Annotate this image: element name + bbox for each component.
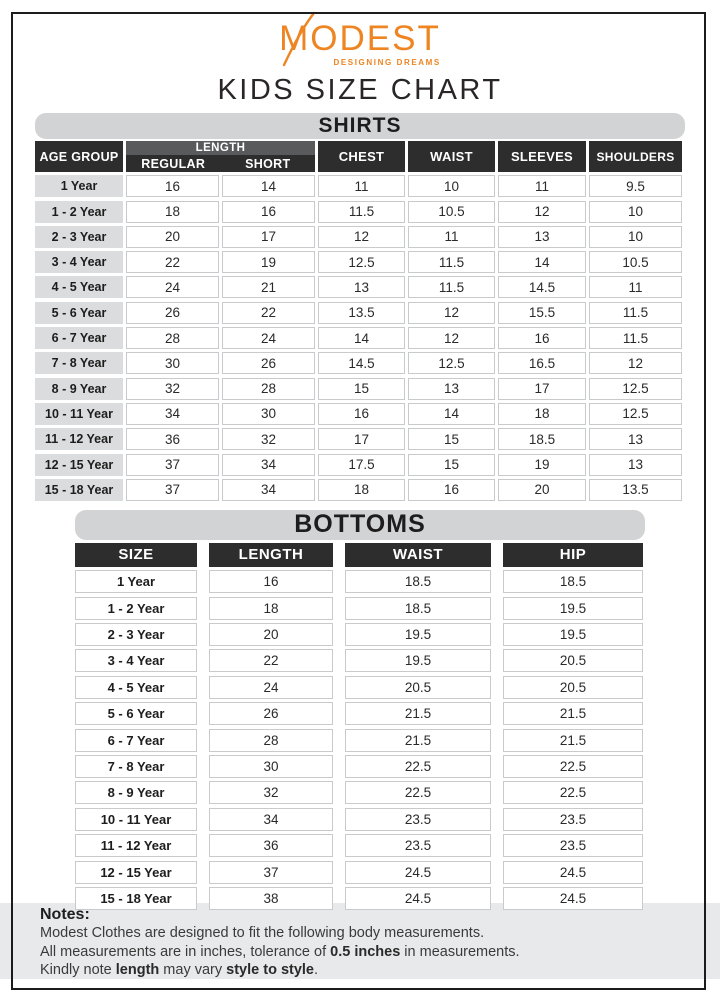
bottoms-length-cell: 38 bbox=[209, 887, 333, 910]
shirts-chest-cell: 15 bbox=[318, 378, 405, 400]
shirts-shoulders-cell: 9.5 bbox=[589, 175, 682, 197]
shirts-sleeves-cell: 16.5 bbox=[498, 352, 586, 374]
bottoms-hip-cell: 20.5 bbox=[503, 649, 643, 672]
shirts-chest-cell: 16 bbox=[318, 403, 405, 425]
bottoms-table-row bbox=[75, 702, 645, 725]
bottoms-waist-cell: 20.5 bbox=[345, 676, 491, 699]
shirts-age-cell: 2 - 3 Year bbox=[35, 226, 123, 248]
bottoms-size-cell: 8 - 9 Year bbox=[75, 781, 197, 804]
shirts-chest-cell: 14 bbox=[318, 327, 405, 349]
shirts-regular-cell: 34 bbox=[126, 403, 219, 425]
shirts-short-cell: 30 bbox=[222, 403, 315, 425]
bottoms-length-cell: 30 bbox=[209, 755, 333, 778]
bottoms-table-header bbox=[75, 543, 645, 567]
bottoms-table-row bbox=[75, 570, 645, 593]
bottoms-table-row bbox=[75, 649, 645, 672]
shirts-waist-cell: 12 bbox=[408, 327, 495, 349]
shirts-section-header: SHIRTS bbox=[35, 113, 685, 139]
shirts-sleeves-cell: 18 bbox=[498, 403, 586, 425]
shirts-sleeves-cell: 18.5 bbox=[498, 428, 586, 450]
bottoms-waist-cell: 21.5 bbox=[345, 702, 491, 725]
bottoms-length-cell: 36 bbox=[209, 834, 333, 857]
shirts-age-cell: 7 - 8 Year bbox=[35, 352, 123, 374]
shirts-chest-cell: 13 bbox=[318, 276, 405, 298]
shirts-short-cell: 24 bbox=[222, 327, 315, 349]
bottoms-section-header: BOTTOMS bbox=[75, 510, 645, 540]
shirts-waist-cell: 16 bbox=[408, 479, 495, 501]
notes-line-3: Kindly note length may vary style to style. bbox=[40, 962, 319, 978]
bottoms-waist-cell: 19.5 bbox=[345, 649, 491, 672]
shirts-age-cell: 12 - 15 Year bbox=[35, 454, 123, 476]
shirts-age-cell: 11 - 12 Year bbox=[35, 428, 123, 450]
shirts-shoulders-cell: 12.5 bbox=[589, 403, 682, 425]
shirts-header-short: SHORT bbox=[245, 156, 291, 171]
shirts-age-cell: 1 Year bbox=[35, 175, 123, 197]
shirts-waist-cell: 12.5 bbox=[408, 352, 495, 374]
page-title: KIDS SIZE CHART bbox=[217, 74, 503, 106]
bottoms-header-waist: WAIST bbox=[345, 543, 491, 567]
shirts-waist-cell: 13 bbox=[408, 378, 495, 400]
notes-title: Notes: bbox=[40, 906, 90, 923]
shirts-waist-cell: 10.5 bbox=[408, 201, 495, 223]
bottoms-length-cell: 26 bbox=[209, 702, 333, 725]
bottoms-table-row bbox=[75, 676, 645, 699]
shirts-sleeves-cell: 19 bbox=[498, 454, 586, 476]
shirts-sleeves-cell: 17 bbox=[498, 378, 586, 400]
shirts-sleeves-cell: 15.5 bbox=[498, 302, 586, 324]
shirts-table-row bbox=[35, 378, 685, 400]
bottoms-length-cell: 16 bbox=[209, 570, 333, 593]
bottoms-hip-cell: 22.5 bbox=[503, 755, 643, 778]
shirts-shoulders-cell: 10 bbox=[589, 226, 682, 248]
shirts-table-row bbox=[35, 403, 685, 425]
shirts-table-row bbox=[35, 226, 685, 248]
shirts-header-age-group: AGE GROUP bbox=[35, 141, 123, 172]
bottoms-waist-cell: 23.5 bbox=[345, 808, 491, 831]
shirts-chest-cell: 18 bbox=[318, 479, 405, 501]
shirts-table-body bbox=[35, 175, 685, 501]
shirts-short-cell: 26 bbox=[222, 352, 315, 374]
shirts-table-row bbox=[35, 276, 685, 298]
shirts-chest-cell: 14.5 bbox=[318, 352, 405, 374]
shirts-header-length-group bbox=[126, 141, 315, 172]
shirts-table bbox=[35, 141, 685, 501]
shirts-header-regular: REGULAR bbox=[141, 156, 206, 171]
bottoms-header-length: LENGTH bbox=[209, 543, 333, 567]
shirts-regular-cell: 36 bbox=[126, 428, 219, 450]
shirts-age-cell: 15 - 18 Year bbox=[35, 479, 123, 501]
bottoms-hip-cell: 19.5 bbox=[503, 623, 643, 646]
shirts-waist-cell: 14 bbox=[408, 403, 495, 425]
bottoms-length-cell: 20 bbox=[209, 623, 333, 646]
bottoms-size-cell: 3 - 4 Year bbox=[75, 649, 197, 672]
brand-tagline: DESIGNING DREAMS bbox=[333, 58, 441, 67]
bottoms-hip-cell: 23.5 bbox=[503, 808, 643, 831]
shirts-age-cell: 8 - 9 Year bbox=[35, 378, 123, 400]
shirts-table-row bbox=[35, 454, 685, 476]
bottoms-hip-cell: 24.5 bbox=[503, 887, 643, 910]
bottoms-size-cell: 11 - 12 Year bbox=[75, 834, 197, 857]
bottoms-table-body bbox=[75, 570, 645, 910]
bottoms-length-cell: 18 bbox=[209, 597, 333, 620]
shirts-regular-cell: 28 bbox=[126, 327, 219, 349]
bottoms-waist-cell: 22.5 bbox=[345, 781, 491, 804]
shirts-chest-cell: 11 bbox=[318, 175, 405, 197]
shirts-age-cell: 6 - 7 Year bbox=[35, 327, 123, 349]
bottoms-size-cell: 1 Year bbox=[75, 570, 197, 593]
bottoms-waist-cell: 24.5 bbox=[345, 887, 491, 910]
bottoms-waist-cell: 22.5 bbox=[345, 755, 491, 778]
bottoms-size-cell: 2 - 3 Year bbox=[75, 623, 197, 646]
shirts-shoulders-cell: 11.5 bbox=[589, 302, 682, 324]
shirts-table-row bbox=[35, 428, 685, 450]
bottoms-length-cell: 28 bbox=[209, 729, 333, 752]
shirts-regular-cell: 18 bbox=[126, 201, 219, 223]
shirts-header-sleeves: SLEEVES bbox=[498, 141, 586, 172]
logo-m-slash-icon bbox=[274, 11, 322, 69]
shirts-table-row bbox=[35, 201, 685, 223]
shirts-waist-cell: 11.5 bbox=[408, 276, 495, 298]
bottoms-table-row bbox=[75, 597, 645, 620]
shirts-header-shoulders: SHOULDERS bbox=[589, 141, 682, 172]
bottoms-hip-cell: 21.5 bbox=[503, 729, 643, 752]
brand-name: MODEST bbox=[279, 19, 441, 58]
shirts-sleeves-cell: 11 bbox=[498, 175, 586, 197]
shirts-header-length: LENGTH bbox=[126, 141, 315, 155]
shirts-short-cell: 32 bbox=[222, 428, 315, 450]
shirts-age-cell: 5 - 6 Year bbox=[35, 302, 123, 324]
shirts-short-cell: 19 bbox=[222, 251, 315, 273]
shirts-chest-cell: 12 bbox=[318, 226, 405, 248]
shirts-sleeves-cell: 16 bbox=[498, 327, 586, 349]
shirts-table-header bbox=[35, 141, 685, 172]
brand-logo bbox=[0, 0, 720, 70]
shirts-table-row bbox=[35, 175, 685, 197]
bottoms-table-row bbox=[75, 808, 645, 831]
shirts-sleeves-cell: 14 bbox=[498, 251, 586, 273]
shirts-regular-cell: 20 bbox=[126, 226, 219, 248]
shirts-sleeves-cell: 13 bbox=[498, 226, 586, 248]
shirts-regular-cell: 37 bbox=[126, 479, 219, 501]
shirts-table-row bbox=[35, 327, 685, 349]
bottoms-hip-cell: 19.5 bbox=[503, 597, 643, 620]
shirts-waist-cell: 15 bbox=[408, 428, 495, 450]
bottoms-table bbox=[75, 543, 645, 910]
bottoms-hip-cell: 24.5 bbox=[503, 861, 643, 884]
bottoms-hip-cell: 18.5 bbox=[503, 570, 643, 593]
shirts-regular-cell: 16 bbox=[126, 175, 219, 197]
shirts-shoulders-cell: 11 bbox=[589, 276, 682, 298]
shirts-chest-cell: 13.5 bbox=[318, 302, 405, 324]
shirts-waist-cell: 10 bbox=[408, 175, 495, 197]
bottoms-length-cell: 22 bbox=[209, 649, 333, 672]
shirts-short-cell: 17 bbox=[222, 226, 315, 248]
bottoms-table-row bbox=[75, 834, 645, 857]
shirts-shoulders-cell: 13 bbox=[589, 454, 682, 476]
bottoms-length-cell: 24 bbox=[209, 676, 333, 699]
shirts-header-waist: WAIST bbox=[408, 141, 495, 172]
bottoms-waist-cell: 21.5 bbox=[345, 729, 491, 752]
shirts-sleeves-cell: 12 bbox=[498, 201, 586, 223]
shirts-short-cell: 14 bbox=[222, 175, 315, 197]
shirts-waist-cell: 11.5 bbox=[408, 251, 495, 273]
shirts-waist-cell: 12 bbox=[408, 302, 495, 324]
bottoms-waist-cell: 19.5 bbox=[345, 623, 491, 646]
shirts-short-cell: 28 bbox=[222, 378, 315, 400]
shirts-chest-cell: 17.5 bbox=[318, 454, 405, 476]
bottoms-size-cell: 7 - 8 Year bbox=[75, 755, 197, 778]
shirts-shoulders-cell: 10 bbox=[589, 201, 682, 223]
bottoms-size-cell: 6 - 7 Year bbox=[75, 729, 197, 752]
shirts-short-cell: 16 bbox=[222, 201, 315, 223]
bottoms-size-cell: 5 - 6 Year bbox=[75, 702, 197, 725]
shirts-shoulders-cell: 13.5 bbox=[589, 479, 682, 501]
bottoms-waist-cell: 18.5 bbox=[345, 570, 491, 593]
shirts-short-cell: 34 bbox=[222, 479, 315, 501]
shirts-regular-cell: 32 bbox=[126, 378, 219, 400]
shirts-sleeves-cell: 14.5 bbox=[498, 276, 586, 298]
shirts-regular-cell: 26 bbox=[126, 302, 219, 324]
shirts-short-cell: 34 bbox=[222, 454, 315, 476]
shirts-regular-cell: 30 bbox=[126, 352, 219, 374]
bottoms-table-row bbox=[75, 623, 645, 646]
shirts-regular-cell: 37 bbox=[126, 454, 219, 476]
shirts-age-cell: 4 - 5 Year bbox=[35, 276, 123, 298]
shirts-table-row bbox=[35, 479, 685, 501]
shirts-age-cell: 10 - 11 Year bbox=[35, 403, 123, 425]
shirts-regular-cell: 24 bbox=[126, 276, 219, 298]
shirts-age-cell: 3 - 4 Year bbox=[35, 251, 123, 273]
bottoms-table-row bbox=[75, 861, 645, 884]
bottoms-waist-cell: 23.5 bbox=[345, 834, 491, 857]
notes-line-1: Modest Clothes are designed to fit the following body measurements. bbox=[40, 925, 485, 941]
bottoms-size-cell: 12 - 15 Year bbox=[75, 861, 197, 884]
shirts-chest-cell: 11.5 bbox=[318, 201, 405, 223]
bottoms-size-cell: 10 - 11 Year bbox=[75, 808, 197, 831]
shirts-sleeves-cell: 20 bbox=[498, 479, 586, 501]
bottoms-hip-cell: 21.5 bbox=[503, 702, 643, 725]
bottoms-size-cell: 4 - 5 Year bbox=[75, 676, 197, 699]
bottoms-size-cell: 1 - 2 Year bbox=[75, 597, 197, 620]
shirts-table-row bbox=[35, 302, 685, 324]
bottoms-length-cell: 34 bbox=[209, 808, 333, 831]
bottoms-hip-cell: 22.5 bbox=[503, 781, 643, 804]
shirts-regular-cell: 22 bbox=[126, 251, 219, 273]
shirts-short-cell: 21 bbox=[222, 276, 315, 298]
shirts-age-cell: 1 - 2 Year bbox=[35, 201, 123, 223]
shirts-shoulders-cell: 12 bbox=[589, 352, 682, 374]
bottoms-size-cell: 15 - 18 Year bbox=[75, 887, 197, 910]
shirts-waist-cell: 11 bbox=[408, 226, 495, 248]
bottoms-hip-cell: 23.5 bbox=[503, 834, 643, 857]
shirts-short-cell: 22 bbox=[222, 302, 315, 324]
bottoms-header-hip: HIP bbox=[503, 543, 643, 567]
bottoms-waist-cell: 24.5 bbox=[345, 861, 491, 884]
notes-line-2: All measurements are in inches, tolerance of 0.5 inches in measurements. bbox=[40, 943, 520, 960]
shirts-chest-cell: 17 bbox=[318, 428, 405, 450]
bottoms-length-cell: 32 bbox=[209, 781, 333, 804]
bottoms-hip-cell: 20.5 bbox=[503, 676, 643, 699]
shirts-header-chest: CHEST bbox=[318, 141, 405, 172]
notes-section bbox=[40, 906, 680, 980]
bottoms-waist-cell: 18.5 bbox=[345, 597, 491, 620]
bottoms-header-size: SIZE bbox=[75, 543, 197, 567]
bottoms-table-row bbox=[75, 729, 645, 752]
shirts-shoulders-cell: 13 bbox=[589, 428, 682, 450]
bottoms-length-cell: 37 bbox=[209, 861, 333, 884]
bottoms-table-row bbox=[75, 781, 645, 804]
shirts-table-row bbox=[35, 251, 685, 273]
bottoms-table-row bbox=[75, 755, 645, 778]
shirts-shoulders-cell: 10.5 bbox=[589, 251, 682, 273]
shirts-shoulders-cell: 11.5 bbox=[589, 327, 682, 349]
shirts-table-row bbox=[35, 352, 685, 374]
shirts-waist-cell: 15 bbox=[408, 454, 495, 476]
shirts-shoulders-cell: 12.5 bbox=[589, 378, 682, 400]
shirts-chest-cell: 12.5 bbox=[318, 251, 405, 273]
